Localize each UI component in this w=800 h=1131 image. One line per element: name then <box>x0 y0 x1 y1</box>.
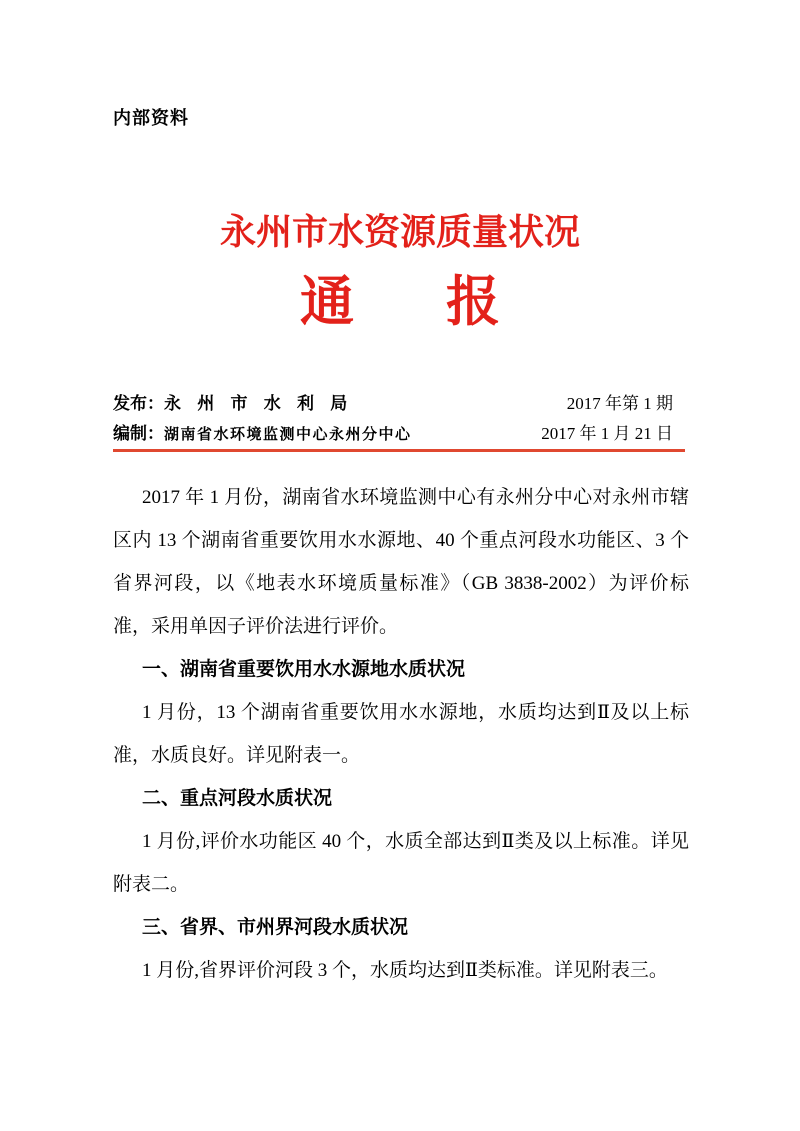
section-3-paragraph: 1 月份,省界评价河段 3 个，水质均达到Ⅱ类标准。详见附表三。 <box>142 960 668 981</box>
red-divider-rule <box>113 449 685 452</box>
document-title-bulletin <box>0 272 800 332</box>
section-2-heading: 二、重点河段水质状况 <box>142 788 333 809</box>
bulletin-char-2: 报 <box>446 272 500 332</box>
publisher-row <box>113 389 685 419</box>
publisher-field <box>113 389 353 414</box>
section-1-paragraph: 1 月份，13 个湖南省重要饮用水水源地，水质均达到Ⅱ及以上标准，水质良好。详见附表一。 <box>113 702 689 766</box>
masthead <box>113 389 685 449</box>
document-title: 永州市水资源质量状况 <box>219 212 580 252</box>
section-3-heading: 三、省界、市州界河段水质状况 <box>142 917 409 938</box>
bulletin-char-1: 通 <box>300 272 354 332</box>
classification-label: 内部资料 <box>113 108 189 128</box>
intro-paragraph: 2017 年 1 月份，湖南省水环境监测中心有永州分中心对永州市辖区内 13 个湖南省重要饮用水水源地、40 个重点河段水功能区、3 个省界河段，以《地表水环境质量标准》（GB 3838-2002）为评价标准，采用单因子评价法进行评价。 <box>113 487 689 637</box>
publisher-name: 永 州 市 水 利 局 <box>164 394 354 413</box>
publisher-label: 发布： <box>113 394 164 413</box>
compiler-name: 湖南省水环境监测中心永州分中心 <box>164 427 412 443</box>
document-body <box>113 476 689 992</box>
issue-number: 2017 年第 1 期 <box>566 394 673 413</box>
issue-date: 2017 年 1 月 21 日 <box>541 424 673 443</box>
compiler-field <box>113 419 412 444</box>
section-2-paragraph: 1 月份,评价水功能区 40 个，水质全部达到Ⅱ类及以上标准。详见附表二。 <box>113 831 689 895</box>
compiler-row <box>113 419 685 449</box>
compiler-label: 编制： <box>113 424 164 443</box>
section-1-heading: 一、湖南省重要饮用水水源地水质状况 <box>142 659 466 680</box>
